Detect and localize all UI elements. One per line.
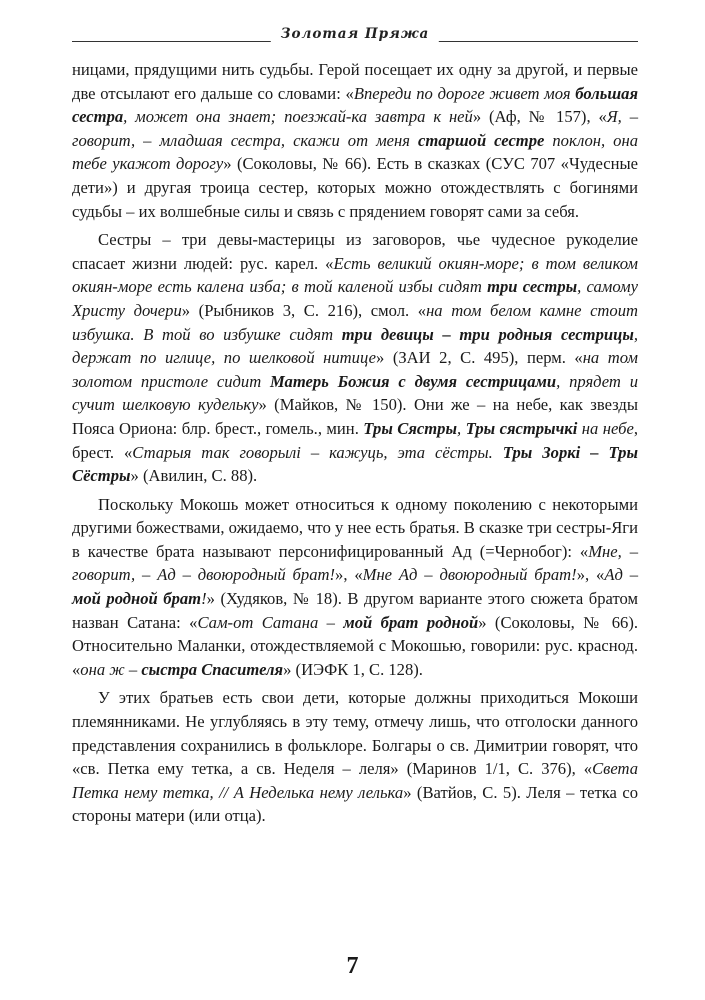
italic-run: , [456,418,466,438]
emphasis-run [466,419,578,438]
paragraph [72,58,638,223]
italic-run: Есть великий окиян-море; в том великом окиян-море есть калена изба; в той каленой избы сидят [72,253,638,297]
emphasis-run [141,660,283,679]
text-run: » (Соколовы, № 66). Относительно Маланки, отождествляемой с Мокошью, говорили: рус. краснод. « [72,612,639,679]
italic-run: , может она знает; поезжай-ка завтра к ней [123,107,473,127]
italic-run: на небе [577,418,634,438]
running-header [72,22,638,50]
italic-run: Ад – [604,565,639,585]
text-run: Сестры – три девы-мастерицы из заговоров, чье чудесное рукоделие спасает жизни людей: рус. карел. « [72,230,638,273]
italic-run: она ж – [80,659,142,679]
emphasis-text: сыстра Спасителя [141,659,284,679]
italic-run: , прядет и сучит шелковую куделькy [72,371,639,415]
italic-run: , держат по иглице, по шелковой нитице [72,324,638,368]
emphasis-text: старшой сестре [417,130,545,150]
text-run: » (Авилин, С. 88). [130,466,258,486]
paragraph [72,493,638,682]
italic-run: на том белом камне стоит избушка. В той во избушке сидят [72,300,638,344]
emphasis-run [342,325,634,344]
emphasis-text: большая сестра [72,83,638,127]
text-run: У этих братьев есть свои дети, которые должны приходиться Мокоши племянниками. Не углубляясь в эту тему, отмечу лишь, что отголоски данного представления сохранились в фольклоре. Болгары о св. Димитрии говорят, что «св. Петка ему тетка, а св. Неделя – леля» (Маринов 1/1, С. 376), « [72,688,638,779]
text-run: » (Аф, № 157), « [472,107,607,127]
emphasis-text: мой брат родной [343,612,479,632]
italic-run: , самому Христу дочери [72,277,638,320]
paragraph [72,228,638,488]
emphasis-text: мой родной брат [72,589,202,609]
italic-run: Старыя так говорылі – кажуць, эта сёстры. [132,442,503,462]
emphasis-text: Тры Зоркі – Тры Сёстры [72,442,638,486]
text-run: » (Худяков, № 18). В другом варианте этого сюжета братом назван Сатана: « [72,589,638,632]
text-run: » (Ватйов, С. 5). Леля – тетка со стороны матери (или отца). [72,782,638,826]
italic-run: Я, – говорит, – младшая сестра, скажи от меня [72,107,638,150]
italic-run: Мне, – говорит, – Ад – двоюродный брат! [72,541,638,585]
emphasis-run [418,131,544,150]
text-run: Поскольку Мокошь может относиться к одному поколению с некоторыми другими божествами, ожидаемо, что у нее есть братья. В сказке три сестры-Яги в качестве брата называют персонифицированный Ад (=Чернобог): « [72,494,638,561]
text-run: » (Рыбников 3, С. 216), смол. « [181,300,427,320]
emphasis-text: три сестры [487,277,578,297]
text-run: » (Соколовы, № 66). Есть в сказках (СУС 707 «Чудесные дети») и другая троица сестер, которых можно отождествлять с богинями судьбы – их волшебные силы и связь с прядением говорят сами за себя. [72,154,638,221]
text-run: », « [335,565,363,585]
italic-run: Света Петка нему тетка, // А Неделька нему лелька [72,759,638,802]
emphasis-text: Матерь Божия с двумя сестрицами [270,371,557,391]
italic-run: Впереди по дороге живет моя [353,83,576,103]
emphasis-text: Тры сястрычкі [465,418,578,438]
italic-run: ! [201,589,207,609]
italic-run: на том золотом пристоле сидит [72,348,638,391]
text-run: », « [576,565,605,585]
italic-run: поклон, она тебе укажот дорогу [72,130,638,174]
text-run: » (Майков, № 150). Они же – на небе, как звезды Пояса Ориона: блр. брест., гомель., мин. [72,395,639,438]
text-run: » (ИЭФК 1, С. 128). [283,659,423,679]
text-run: » (ЗАИ 2, С. 495), перм. « [376,348,583,368]
emphasis-run [363,419,457,438]
text-run: , брест. « [72,418,638,462]
emphasis-run [487,277,577,296]
paragraph [72,686,638,828]
emphasis-run [343,613,478,632]
body-text [72,58,638,833]
emphasis-run [270,372,556,391]
emphasis-run [72,589,201,608]
emphasis-text: Тры Сястры [363,418,457,438]
italic-run: Сам-от Сатана – [197,612,344,632]
emphasis-text: три девицы – три родныя сестрицы [341,324,634,344]
italic-run: Мне Ад – двоюродный брат! [362,565,577,585]
page-number: 7 [346,953,359,979]
running-title: Золотая Пряжа [271,26,439,42]
text-run: ницами, прядущими нить судьбы. Герой посещает их одну за другой, и первые две отсылают его дальше со словами: « [72,60,638,103]
